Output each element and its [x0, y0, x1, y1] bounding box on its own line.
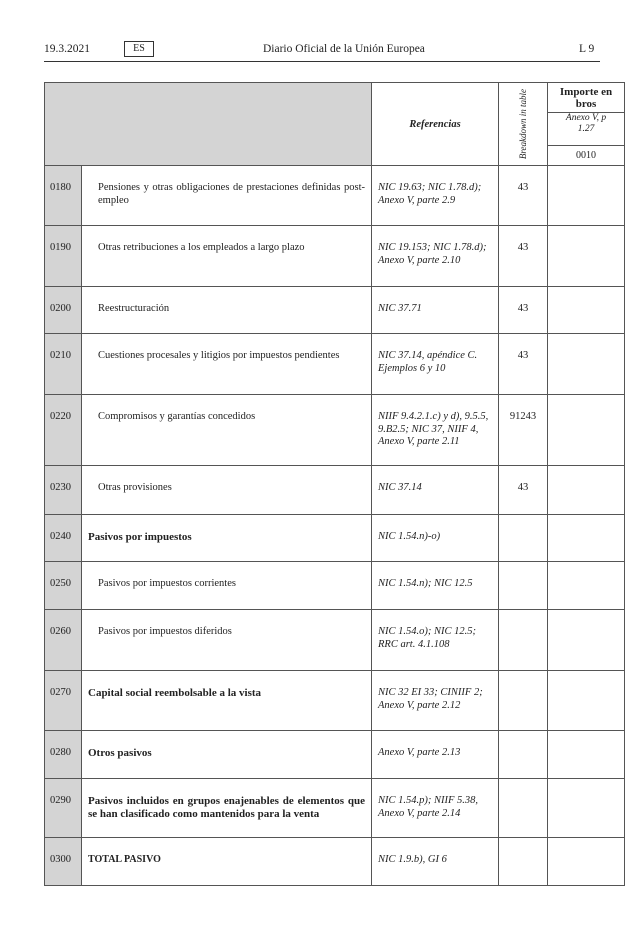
row-value	[548, 395, 625, 466]
referencias-header: Referencias	[372, 83, 499, 166]
table-row	[45, 731, 625, 779]
row-reference: NIC 1.9.b), GI 6	[372, 838, 499, 886]
row-label: Capital social reembolsable a la vista	[82, 671, 372, 731]
row-reference: NIC 19.63; NIC 1.78.d); Anexo V, parte 2.9	[372, 166, 499, 226]
row-label: Pasivos por impuestos	[82, 515, 372, 562]
row-value	[548, 838, 625, 886]
row-label: Pasivos por impuestos corrientes	[82, 562, 372, 610]
table-row	[45, 226, 625, 287]
row-breakdown	[499, 562, 548, 610]
row-breakdown: 43	[499, 226, 548, 287]
row-breakdown	[499, 731, 548, 779]
row-reference: Anexo V, parte 2.13	[372, 731, 499, 779]
row-breakdown: 43	[499, 287, 548, 334]
row-reference: NIC 37.14, apéndice C. Ejemplos 6 y 10	[372, 334, 499, 395]
table-row	[45, 466, 625, 515]
row-reference: NIC 19.153; NIC 1.78.d); Anexo V, parte 2.10	[372, 226, 499, 287]
table-row	[45, 610, 625, 671]
row-label: Cuestiones procesales y litigios por impuestos pendientes	[82, 334, 372, 395]
row-breakdown	[499, 671, 548, 731]
row-reference: NIC 1.54.p); NIIF 5.38, Anexo V, parte 2.14	[372, 779, 499, 838]
row-code: 0250	[45, 562, 82, 610]
row-breakdown	[499, 779, 548, 838]
row-reference: NIC 32 EI 33; CINIIF 2; Anexo V, parte 2.12	[372, 671, 499, 731]
row-reference: NIC 37.14	[372, 466, 499, 515]
journal-title: Diario Oficial de la Unión Europea	[263, 43, 425, 55]
row-value	[548, 779, 625, 838]
table-row	[45, 166, 625, 226]
table-row	[45, 515, 625, 562]
row-value	[548, 466, 625, 515]
row-label: Compromisos y garantías concedidos	[82, 395, 372, 466]
table-row	[45, 779, 625, 838]
row-code: 0180	[45, 166, 82, 226]
row-label: Pasivos incluidos en grupos enajenables de elementos que se han clasificado como mantenidos para la venta	[82, 779, 372, 838]
column-code-header: 0010	[548, 146, 625, 166]
row-reference: NIC 1.54.o); NIC 12.5; RRC art. 4.1.108	[372, 610, 499, 671]
breakdown-header	[499, 83, 548, 166]
page-number: L 9	[579, 43, 595, 55]
row-value	[548, 226, 625, 287]
table-row	[45, 287, 625, 334]
row-breakdown: 91243	[499, 395, 548, 466]
row-label: Reestructuración	[82, 287, 372, 334]
importe-header: Importe en bros	[548, 83, 625, 113]
row-breakdown	[499, 515, 548, 562]
row-label: Otros pasivos	[82, 731, 372, 779]
row-value	[548, 334, 625, 395]
row-label: Otras retribuciones a los empleados a largo plazo	[82, 226, 372, 287]
row-value	[548, 610, 625, 671]
row-code: 0240	[45, 515, 82, 562]
row-label: TOTAL PASIVO	[82, 838, 372, 886]
row-value	[548, 671, 625, 731]
row-label: Pensiones y otras obligaciones de prestaciones definidas post-empleo	[82, 166, 372, 226]
row-code: 0220	[45, 395, 82, 466]
row-breakdown: 43	[499, 334, 548, 395]
row-code: 0280	[45, 731, 82, 779]
table-row	[45, 562, 625, 610]
row-breakdown	[499, 838, 548, 886]
table-row	[45, 838, 625, 886]
row-label: Pasivos por impuestos diferidos	[82, 610, 372, 671]
table-row	[45, 334, 625, 395]
row-value	[548, 166, 625, 226]
row-breakdown	[499, 610, 548, 671]
row-value	[548, 731, 625, 779]
page-header	[0, 41, 600, 61]
row-reference: NIC 37.71	[372, 287, 499, 334]
anexo-header: Anexo V, p 1.27	[548, 113, 625, 146]
liabilities-table	[44, 82, 625, 886]
row-value	[548, 562, 625, 610]
row-code: 0260	[45, 610, 82, 671]
row-breakdown: 43	[499, 166, 548, 226]
row-code: 0210	[45, 334, 82, 395]
row-breakdown: 43	[499, 466, 548, 515]
row-value	[548, 515, 625, 562]
row-code: 0290	[45, 779, 82, 838]
row-reference: NIC 1.54.n)-o)	[372, 515, 499, 562]
breakdown-label: Breakdown in table	[518, 88, 528, 160]
header-blank	[45, 83, 372, 166]
table-row	[45, 671, 625, 731]
publication-date: 19.3.2021	[44, 43, 90, 55]
row-code: 0230	[45, 466, 82, 515]
row-code: 0300	[45, 838, 82, 886]
row-code: 0270	[45, 671, 82, 731]
header-rule	[44, 61, 600, 62]
row-reference: NIC 1.54.n); NIC 12.5	[372, 562, 499, 610]
row-reference: NIIF 9.4.2.1.c) y d), 9.5.5, 9.B2.5; NIC 37, NIIF 4, Anexo V, parte 2.11	[372, 395, 499, 466]
table-row	[45, 395, 625, 466]
row-value	[548, 287, 625, 334]
row-label: Otras provisiones	[82, 466, 372, 515]
row-code: 0190	[45, 226, 82, 287]
row-code: 0200	[45, 287, 82, 334]
language-badge: ES	[124, 41, 154, 57]
